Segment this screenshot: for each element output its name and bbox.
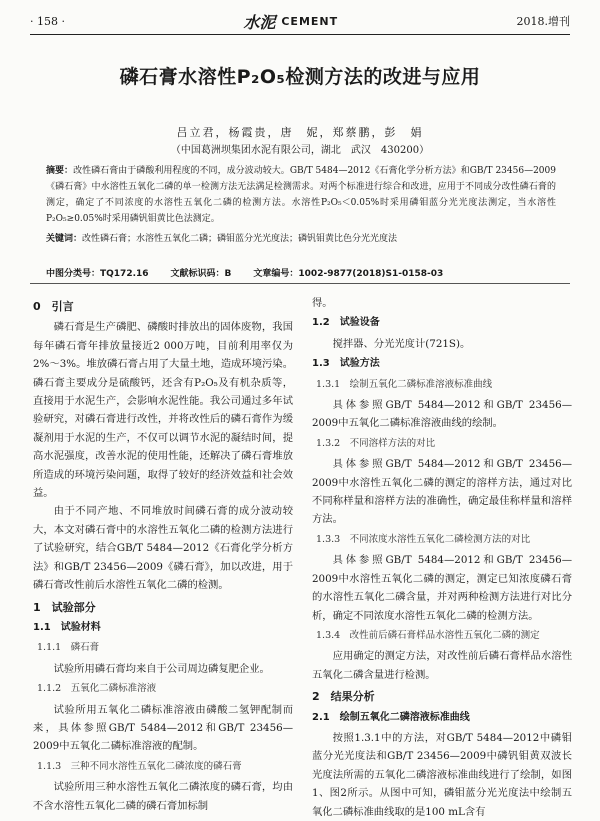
paragraph: 磷石膏是生产磷肥、磷酸时排放出的固体废物，我国每年磷石膏年排放量接近2 000万吨，目前利用率仅为2%～3%。堆放磷石膏占用了大量土地，造成环境污染。磷石膏主要成分是硫酸钙，还含有P₂O₅及有机杂质等，直接用于水泥生产，会影响水泥性能。我公司通过多年试验研究，对磷石膏进行改性，并将改性后的磷石膏作为缓凝剂用于水泥的生产，不仅可以调节水泥的凝结时间，提高水泥强度，改善水泥的使用性能，还解决了磷石膏堆放所造成的环境污染问题，取得了较好的经济效益和社会效益。 bbox=[33, 321, 293, 500]
journal-logo bbox=[243, 10, 338, 33]
document-code: 文献标识码：B bbox=[170, 269, 232, 279]
clc-number: 中图分类号：TQ172.16 bbox=[46, 269, 149, 279]
paragraph: 试验所用三种水溶性五氧化二磷浓度的磷石膏，均由不含水溶性五氧化二磷的磷石膏加标制 bbox=[33, 781, 293, 812]
section-heading: 2 结果分析 bbox=[312, 690, 375, 704]
subsubsection-heading: 1.3.4 改性前后磷石膏样品水溶性五氧化二磷的测定 bbox=[316, 629, 540, 641]
journal-name-cn: 水泥 bbox=[243, 12, 276, 32]
subsubsection-heading: 1.3.1 绘制五氧化二磷标准溶液标准曲线 bbox=[316, 378, 493, 390]
subsection-heading: 1.3 试验方法 bbox=[312, 358, 380, 370]
journal-name-en: CEMENT bbox=[281, 14, 339, 28]
right-column bbox=[312, 294, 572, 821]
article-meta bbox=[46, 266, 556, 279]
subsubsection-heading: 1.3.3 不同浓度水溶性五氧化二磷检测方法的对比 bbox=[316, 533, 531, 545]
subsection-heading: 2.1 绘制五氧化二磷溶液标准曲线 bbox=[312, 711, 470, 723]
page-header bbox=[30, 8, 570, 34]
article-id: 文章编号：1002-9877(2018)S1-0158-03 bbox=[253, 269, 444, 279]
section-rule bbox=[30, 283, 570, 284]
paragraph: 具体参照GB/T 5484—2012和GB/T 23456—2009中五氧化二磷标准溶液曲线的绘制。 bbox=[312, 399, 572, 430]
subsection-heading: 1.2 试验设备 bbox=[312, 317, 380, 329]
paragraph: 具体参照GB/T 5484—2012和GB/T 23456—2009中水溶性五氧化二磷的测定的溶样方法，通过对比不同称样量和溶样方法的准确性，确定最佳称样量和溶样方法。 bbox=[312, 458, 572, 526]
abstract bbox=[46, 163, 556, 227]
paragraph: 搅拌器、分光光度计(721S)。 bbox=[332, 337, 471, 350]
section-heading: 1 试验部分 bbox=[33, 600, 96, 614]
paragraph: 具体参照GB/T 5484—2012和GB/T 23456—2009中水溶性五氧化二磷的测定，测定已知浓度磷石膏的水溶性五氧化二磷含量，并对两种检测方法进行对比分析，确定不同浓度水溶性五氧化二磷的检测方法。 bbox=[312, 554, 572, 622]
keywords-text: 改性磷石膏；水溶性五氧化二磷；磷钼蓝分光光度法；磷钒钼黄比色分光光度法 bbox=[82, 234, 398, 244]
keywords bbox=[46, 232, 556, 247]
subsection-heading: 1.1 试验材料 bbox=[33, 621, 101, 633]
section-heading: 0 引言 bbox=[33, 300, 74, 313]
paragraph: 试验所用五氧化二磷标准溶液由磷酸二氢钾配制而来，具体参照GB/T 5484—2012和GB/T 23456—2009中五氧化二磷标准溶液的配制。 bbox=[33, 703, 293, 753]
abstract-label: 摘要： bbox=[46, 166, 74, 176]
keywords-label: 关键词： bbox=[46, 234, 83, 244]
paragraph: 应用确定的测定方法，对改性前后磷石膏样品水溶性五氧化二磷含量进行检测。 bbox=[312, 650, 572, 681]
subsubsection-heading: 1.1.1 磷石膏 bbox=[37, 642, 100, 654]
paragraph: 按照1.3.1中的方法，对GB/T 5484—2012中磷钼蓝分光光度法和GB/T 23456—2009中磷钒钼黄双波长光度法所需的五氧化二磷溶液标准曲线进行了绘制，如图1、图2所示。从图中可知，磷钼蓝分光光度法中绘制五氧化二磷标准曲线取的是100 mL含有 bbox=[312, 731, 572, 818]
header-rule bbox=[30, 34, 570, 35]
subsubsection-heading: 1.1.3 三种不同水溶性五氧化二磷浓度的磷石膏 bbox=[37, 760, 242, 772]
paragraph: 试验所用磷石膏均来自于公司周边磷复肥企业。 bbox=[53, 662, 270, 675]
author-list: 吕立君，杨霞贵，唐 妮，郑蔡鹏，彭 娟 bbox=[176, 126, 424, 139]
affiliation: （中国葛洲坝集团水泥有限公司，湖北 武汉 430200） bbox=[170, 145, 430, 156]
paragraph: 得。 bbox=[312, 297, 333, 309]
page-number: · 158 · bbox=[30, 14, 65, 28]
abstract-text: 改性磷石膏由于磷酸利用程度的不同，成分波动较大。GB/T 5484—2012《石膏化学分析方法》和GB/T 23456—2009《磷石膏》中水溶性五氧化二磷的单一检测方法无法满足检测需求。对两个标准进行综合和改进，应用于不同成分改性磷石膏的测定，确定了不同浓度的水溶性五氧化二磷的检测方法。水溶性P₂O₅＜0.05%时采用磷钼蓝分光光度法测定，当水溶性P₂O₅≥0.05%时采用磷钒钼黄比色法测定。 bbox=[46, 166, 556, 224]
subsubsection-heading: 1.3.2 不同溶样方法的对比 bbox=[316, 437, 436, 449]
paragraph: 由于不同产地、不同堆放时间磷石膏的成分波动较大，本文对磷石膏中的水溶性五氧化二磷的检测方法进行了试验研究，结合GB/T 5484—2012《石膏化学分析方法》和GB/T 23456—2009《磷石膏》，加以改进，用于磷石膏改性前后水溶性五氧化二磷的检测。 bbox=[33, 505, 293, 592]
left-column bbox=[33, 294, 293, 815]
subsubsection-heading: 1.1.2 五氧化二磷标准溶液 bbox=[37, 683, 157, 695]
issue-label: 2018.增刊 bbox=[516, 15, 570, 28]
article-title: 磷石膏水溶性P₂O₅检测方法的改进与应用 bbox=[119, 66, 481, 88]
